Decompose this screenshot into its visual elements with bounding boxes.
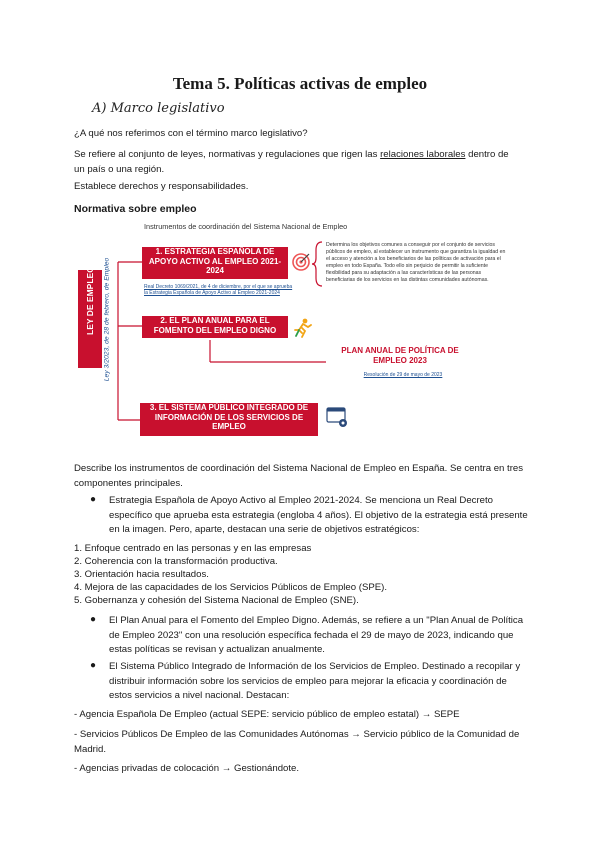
normativa-heading: Normativa sobre empleo bbox=[74, 203, 197, 215]
objective-item: 2. Coherencia con la transformación productiva. bbox=[74, 556, 278, 567]
settings-window-icon bbox=[326, 407, 350, 429]
objective-item: 3. Orientación hacia resultados. bbox=[74, 569, 209, 580]
dash-item: - Servicios Públicos De Empleo de las Comunidades Autónomas → Servicio público de la Comunidad de Madrid. bbox=[74, 729, 520, 755]
runner-icon bbox=[292, 318, 312, 338]
estrategia-box: 1. ESTRATEGIA ESPAÑOLA DE APOYO ACTIVO AL EMPLEO 2021-2024 bbox=[142, 247, 288, 279]
plan-anual-box: 2. EL PLAN ANUAL PARA EL FOMENTO DEL EMPLEO DIGNO bbox=[142, 316, 288, 338]
resolucion-note: Resolución de 29 de mayo de 2023 bbox=[363, 372, 443, 378]
target-icon bbox=[292, 253, 310, 271]
bullet-plan-anual: El Plan Anual para el Fomento del Empleo Digno. Además, se refiere a un "Plan Anual de Política de Empleo 2023" con una resolución específica fechada el 29 de mayo de 2023, indicando que estas políticas se revisan y actualizan anualmente. bbox=[109, 615, 524, 655]
bullet-marker: ● bbox=[90, 494, 97, 505]
page-title: Tema 5. Políticas activas de empleo bbox=[172, 74, 428, 93]
objective-item: 4. Mejora de las capacidades de los Servicios Públicos de Empleo (SPE). bbox=[74, 582, 388, 593]
bullet-marker: ● bbox=[90, 614, 97, 625]
bullet-sistema-publico: El Sistema Público Integrado de Información de los Servicios de Empleo. Destinado a recopilar y distribuir información sobre los servicios de empleo para mejorar la eficacia y coordinación de estos servicios a nivel nacional. Destacan: bbox=[109, 661, 521, 701]
intro-text-2: dentro de un país o una región. bbox=[74, 149, 509, 175]
real-decreto-note: Real Decreto 1069/2021, de 4 de diciembre, por el que se aprueba la Estrategia Española de Apoyo Activo al Empleo 2021-2024 bbox=[144, 284, 293, 296]
ley-reference: Ley 3/2023, de 28 de febrero, de Empleo bbox=[103, 257, 111, 382]
dash-item: - Agencias privadas de colocación → Gestionándote. bbox=[74, 763, 300, 774]
describe-paragraph: Describe los instrumentos de coordinación del Sistema Nacional de Empleo en España. Se centra en tres componentes principales. bbox=[74, 463, 524, 489]
intro-text-1: Se refiere al conjunto de leyes, normativas y regulaciones que rigen las bbox=[74, 149, 381, 160]
objective-item: 5. Gobernanza y cohesión del Sistema Nacional de Empleo (SNE). bbox=[74, 595, 359, 606]
dash-item: - Agencia Española De Empleo (actual SEPE: servicio público de empleo estatal) → SEPE bbox=[74, 709, 460, 720]
objective-item: 1. Enfoque centrado en las personas y en las empresas bbox=[74, 543, 312, 554]
sistema-publico-box: 3. EL SISTEMA PÚBLICO INTEGRADO DE INFORMACIÓN DE LOS SERVICIOS DE EMPLEO bbox=[140, 403, 318, 436]
estrategia-description: Determina los objetivos comunes a conseguir por el conjunto de servicios públicos de empleo, al establecer un instrumento que garantiza la igualdad en el acceso y atención a los beneficiarios de las políticas de activación para el empleo en todo España. Todo ello sin perjuicio de permitir la suficiente flexibilidad para su adaptación a las características de las personas beneficiarias de los servicios en las distintas comunidades autónomas. bbox=[326, 242, 506, 283]
section-subtitle: A) Marco legislativo bbox=[92, 101, 225, 116]
rights-paragraph: Establece derechos y responsabilidades. bbox=[74, 181, 249, 192]
bullet-estrategia: Estrategia Española de Apoyo Activo al Empleo 2021-2024. Se menciona un Real Decreto específico que aprueba esta estrategia (engloba 4 años). El objetivo de la estrategia está presente en la imagen. Pero, aparte, destacan una serie de objetivos estratégicos: bbox=[109, 495, 528, 535]
bullet-marker: ● bbox=[90, 660, 97, 671]
relaciones-laborales-link[interactable]: relaciones laborales bbox=[380, 149, 466, 160]
question-paragraph: ¿A qué nos referimos con el término marco legislativo? bbox=[74, 128, 308, 139]
ley-empleo-label: LEY DE EMPLEO bbox=[85, 266, 95, 335]
plan-anual-2023: PLAN ANUAL DE POLÍTICA DE EMPLEO 2023 bbox=[341, 346, 459, 365]
diagram-title: Instrumentos de coordinación del Sistema Nacional de Empleo bbox=[144, 222, 348, 231]
